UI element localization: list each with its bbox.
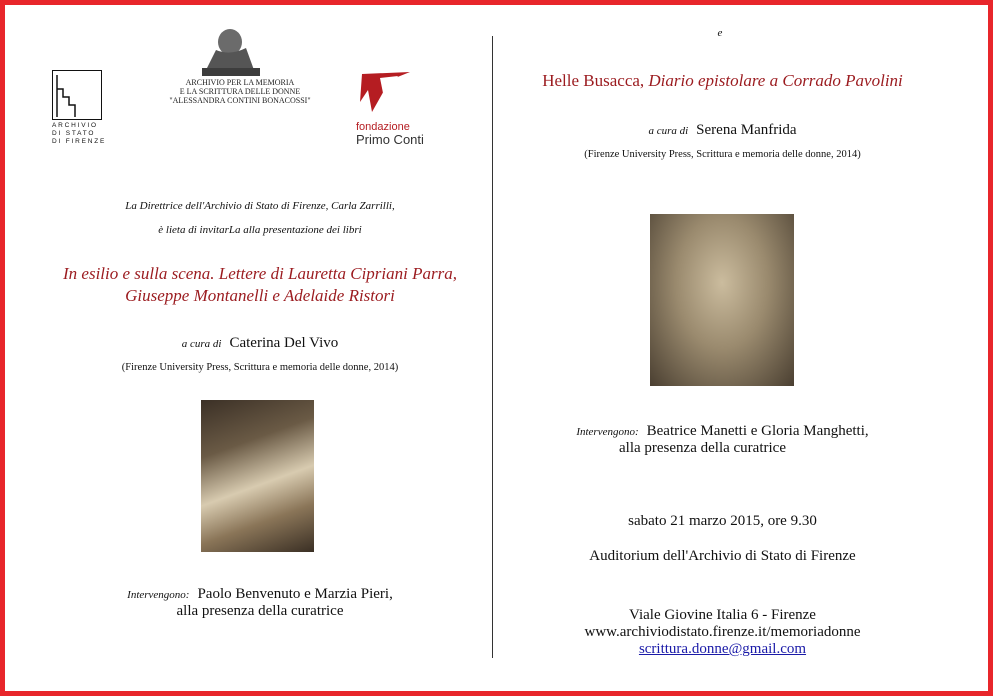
book2-title: Diario epistolare a Corrado Pavolini xyxy=(648,71,903,90)
asf-logo-text xyxy=(52,122,108,146)
book1-presence: alla presenza della curatrice xyxy=(176,603,344,619)
book2-publisher: (Firenze University Press, Scrittura e memoria delle donne, 2014) xyxy=(584,149,861,160)
book1-curator-line xyxy=(40,334,480,352)
book1-speakers: Paolo Benvenuto e Marzia Pieri, xyxy=(197,586,393,602)
asf-logo-box xyxy=(52,70,102,120)
primo-conti-brush-icon xyxy=(350,68,420,120)
book1-title-line2: Giuseppe Montanelli e Adelaide Ristori xyxy=(125,286,395,305)
writing-woman-bust-icon xyxy=(196,26,266,78)
caption-line2: E LA SCRITTURA DELLE DONNE xyxy=(179,87,301,96)
book2-speakers: Beatrice Manetti e Gloria Manghetti, xyxy=(646,423,869,439)
event-date-time: sabato 21 marzo 2015, ore 9.30 xyxy=(628,513,817,529)
event-address: Viale Giovine Italia 6 - Firenze xyxy=(629,607,816,623)
event-website: www.archiviodistato.firenze.it/memoriadonne xyxy=(584,624,861,640)
book1-speakers-line xyxy=(40,585,480,603)
book1-publisher: (Firenze University Press, Scrittura e memoria delle donne, 2014) xyxy=(121,362,399,373)
asf-logo-line2: DI STATO xyxy=(52,130,96,137)
asf-logo-line3: DI FIRENZE xyxy=(52,138,107,145)
book1-speakers-prefix: Intervengono: xyxy=(127,589,190,601)
girl-portrait-photo xyxy=(650,214,794,386)
asf-steps-icon xyxy=(53,71,103,121)
staircase-photo xyxy=(201,400,314,552)
book2-author: Helle Busacca, xyxy=(542,71,645,90)
book2-presence: alla presenza della curatrice xyxy=(619,440,786,456)
fpc-line2: Primo Conti xyxy=(356,132,424,147)
fondazione-primo-conti-logo xyxy=(350,68,440,148)
column-divider xyxy=(492,36,493,658)
book2-speakers-line xyxy=(500,422,945,440)
asf-logo-line1: ARCHIVIO xyxy=(52,122,98,129)
email-line xyxy=(500,641,945,658)
caption-line3: "ALESSANDRA CONTINI BONACOSSI" xyxy=(169,96,311,105)
book2-curator-line xyxy=(500,121,945,139)
fpc-line1: fondazione xyxy=(356,121,410,133)
book2-curator: Serena Manfrida xyxy=(696,122,797,138)
archivio-memoria-caption xyxy=(150,78,330,105)
book1-title xyxy=(30,263,490,307)
email-link[interactable]: scrittura.donne@gmail.com xyxy=(638,641,807,657)
book1-curator-prefix: a cura di xyxy=(181,338,222,350)
event-venue: Auditorium dell'Archivio di Stato di Firenze xyxy=(589,548,856,564)
conjunction: e xyxy=(717,27,723,39)
invite-line2: è lieta di invitarLa alla presentazione dei libri xyxy=(158,224,362,236)
book1-curator: Caterina Del Vivo xyxy=(229,335,339,351)
caption-line1: ARCHIVIO PER LA MEMORIA xyxy=(185,78,295,87)
invite-line1: La Direttrice dell'Archivio di Stato di Firenze, Carla Zarrilli, xyxy=(125,200,395,212)
book2-speakers-prefix: Intervengono: xyxy=(576,426,639,438)
book2-curator-prefix: a cura di xyxy=(648,125,689,137)
archivio-stato-firenze-logo xyxy=(52,70,106,148)
book1-title-line1: In esilio e sulla scena. Lettere di Lauretta Cipriani Parra, xyxy=(63,264,457,283)
book2-title-line xyxy=(500,70,945,92)
